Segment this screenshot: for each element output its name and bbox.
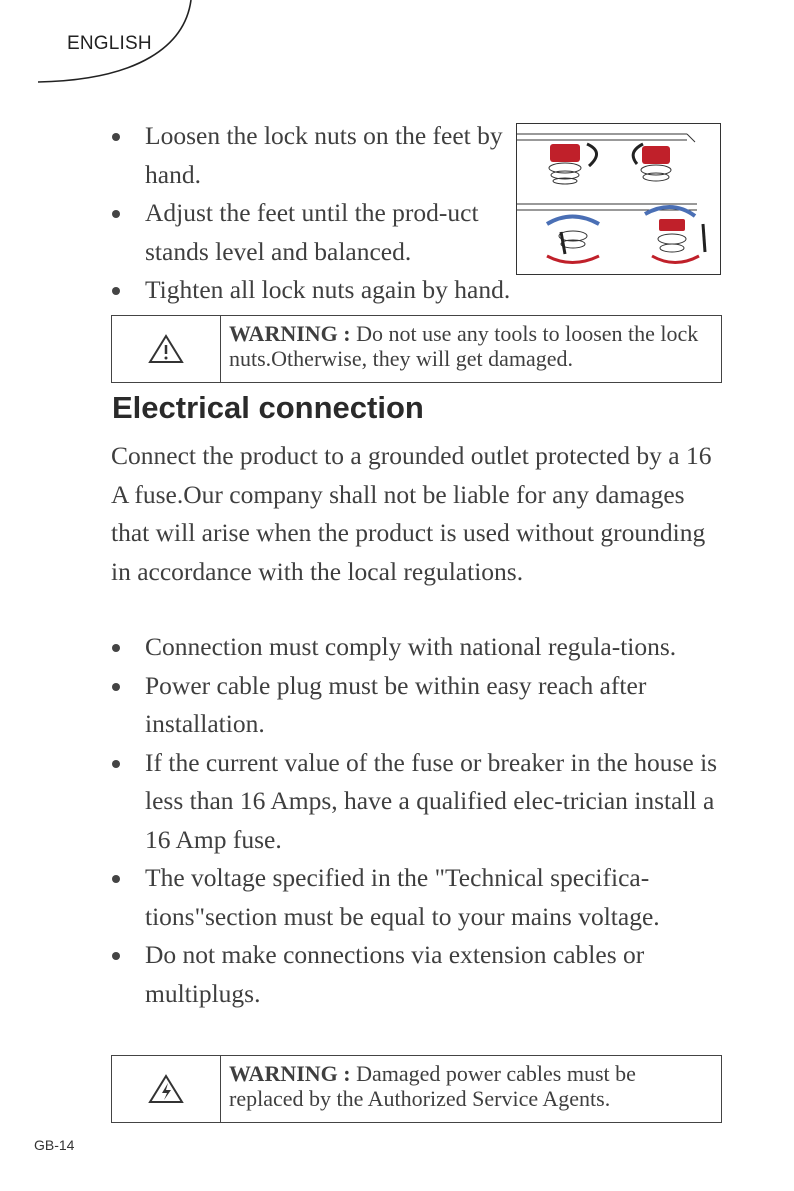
foot-nut-icon <box>547 217 599 263</box>
list-item: Loosen the lock nuts on the feet by hand. <box>111 117 517 194</box>
list-item: If the current value of the fuse or breaker in the house is less than 16 Amps, have a qualified elec-trician install a 16 Amp fuse. <box>111 744 731 860</box>
bullet-icon <box>112 133 120 141</box>
warning-label: WARNING : <box>229 321 351 346</box>
foot-nut-icon <box>645 207 705 263</box>
bullet-icon <box>112 875 120 883</box>
warning-box <box>111 315 722 383</box>
list-item: Do not make connections via extension cables or multiplugs. <box>111 936 731 1013</box>
warning-text: Damaged power cables must be replaced by the Authorized Service Agents. <box>229 1061 636 1111</box>
bullet-icon <box>112 683 120 691</box>
warning-text: Do not use any tools to loosen the lock nuts.Otherwise, they will get damaged. <box>229 321 699 371</box>
warning-box <box>111 1055 722 1123</box>
bullet-icon <box>112 952 120 960</box>
foot-nut-icon <box>633 144 671 181</box>
bullet-icon <box>112 287 120 295</box>
list-item: Connection must comply with national regula-tions. <box>111 628 731 667</box>
list-item: Adjust the feet until the prod-uct stands level and balanced. <box>111 194 517 271</box>
bullet-icon <box>112 644 120 652</box>
foot-nut-icon <box>549 144 597 184</box>
feet-adjustment-illustration <box>516 123 721 275</box>
list-item: Power cable plug must be within easy reach after installation. <box>111 667 731 744</box>
list-item: The voltage specified in the "Technical specifica-tions"section must be equal to your mains voltage. <box>111 859 731 936</box>
feet-adjust-list <box>111 117 581 310</box>
electrical-requirements-list <box>111 628 731 1013</box>
warning-triangle-icon <box>148 333 184 365</box>
bullet-icon <box>112 210 120 218</box>
language-label: ENGLISH <box>67 33 152 54</box>
list-item: Tighten all lock nuts again by hand. <box>111 271 581 310</box>
bullet-icon <box>112 760 120 768</box>
section-intro: Connect the product to a grounded outlet protected by a 16 A fuse.Our company shall not be liable for any damages that will arise when the product is used without grounding in accordance with the local regulations. <box>111 441 712 586</box>
page-number: GB-14 <box>34 1137 75 1153</box>
warning-label: WARNING : <box>229 1061 351 1086</box>
electric-hazard-icon <box>148 1073 184 1105</box>
section-title: Electrical connection <box>112 390 424 425</box>
